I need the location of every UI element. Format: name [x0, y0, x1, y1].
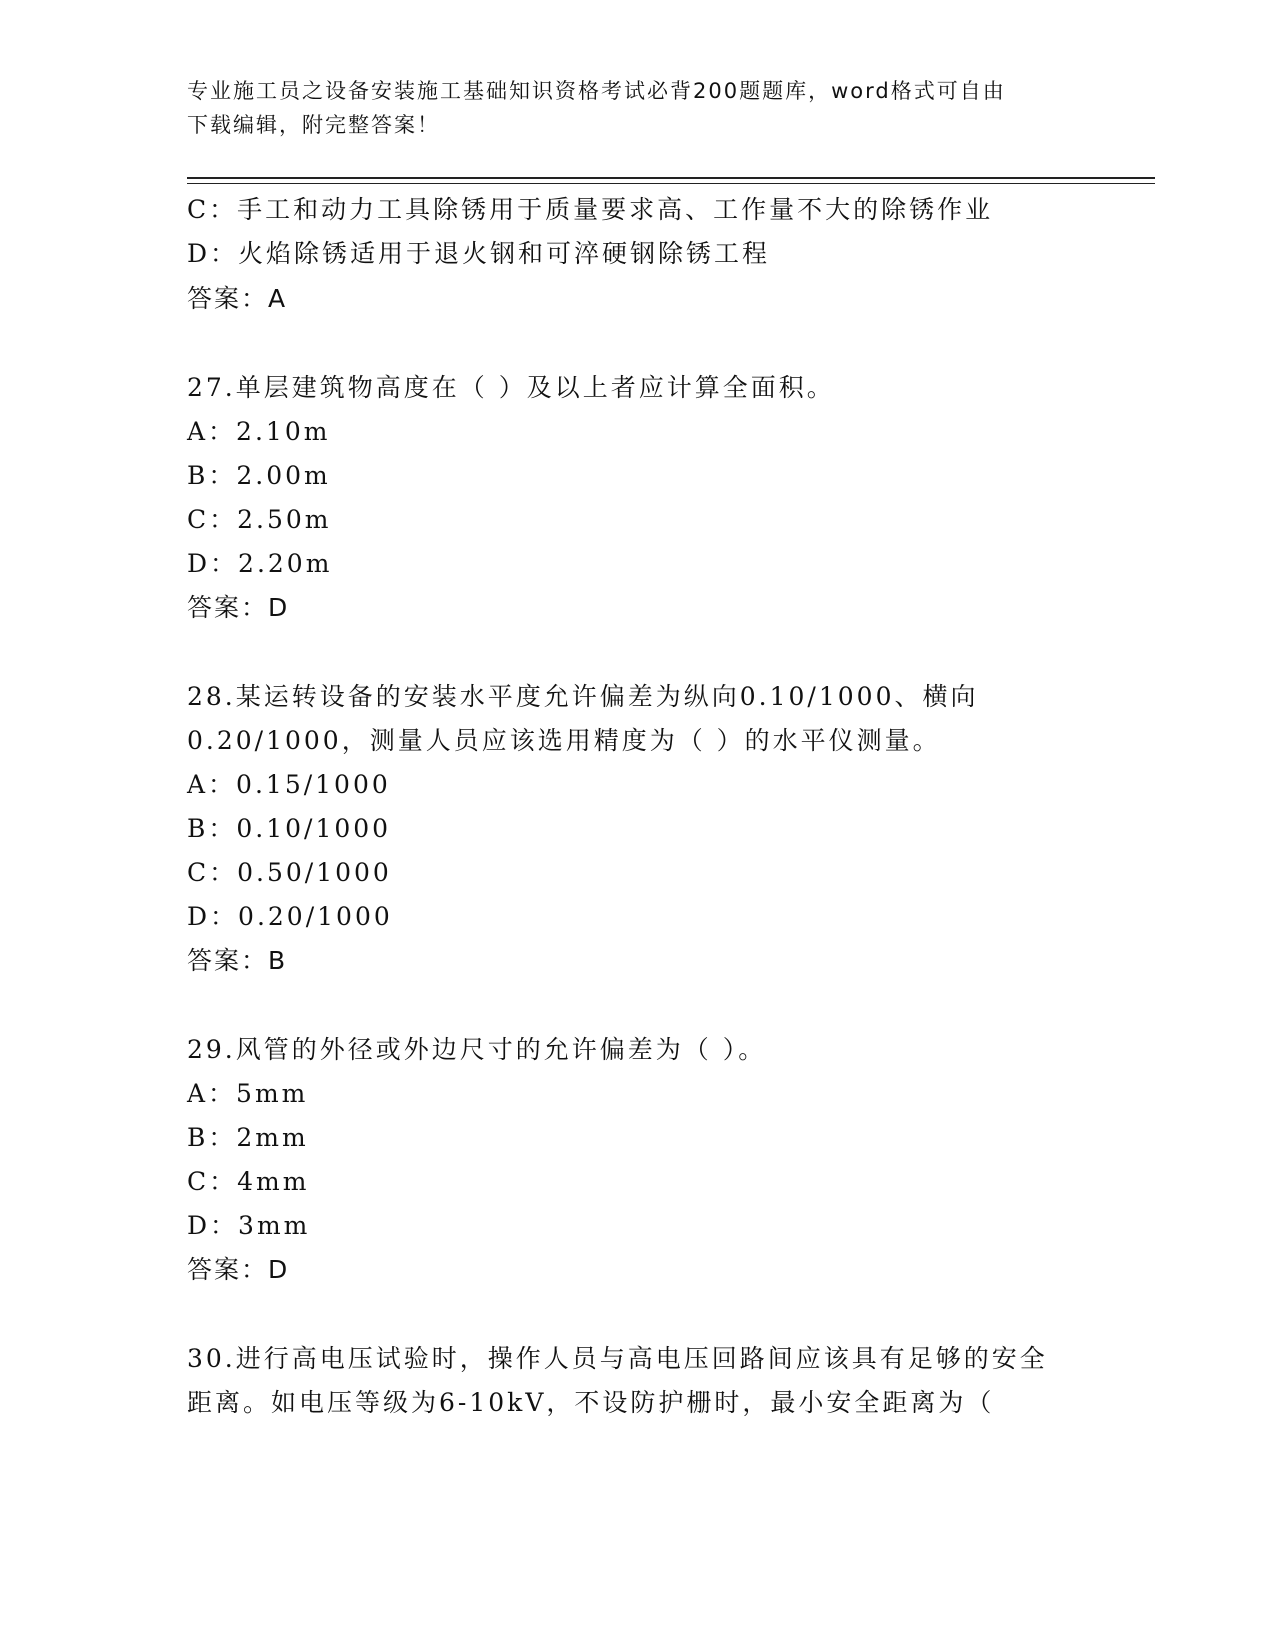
q28-answer: 答案：B [187, 946, 288, 975]
q28-stem-line-2: 0.20/1000，测量人员应该选用精度为（ ）的水平仪测量。 [187, 726, 941, 755]
q29-option-d: D：3mm [187, 1211, 311, 1240]
q30-stem-line-2: 距离。如电压等级为6-10kV，不设防护栅时，最小安全距离为（ [187, 1388, 995, 1417]
q29-option-b: B：2mm [187, 1123, 309, 1152]
prev-option-d: D：火焰除锈适用于退火钢和可淬硬钢除锈工程 [187, 239, 771, 268]
q27-option-b: B：2.00m [187, 461, 331, 490]
q27-option-a: A：2.10m [187, 417, 331, 446]
header-line-2: 下载编辑，附完整答案！ [187, 113, 440, 137]
q27-option-d: D：2.20m [187, 549, 333, 578]
prev-option-c: C：手工和动力工具除锈用于质量要求高、工作量不大的除锈作业 [187, 195, 994, 224]
q27-stem: 27.单层建筑物高度在（ ）及以上者应计算全面积。 [187, 373, 835, 402]
q29-answer: 答案：D [187, 1255, 290, 1284]
q27-option-c: C：2.50m [187, 505, 332, 534]
q28-option-b: B：0.10/1000 [187, 814, 392, 843]
q27-answer: 答案：D [187, 593, 290, 622]
q29-stem: 29.风管的外径或外边尺寸的允许偏差为（ ）。 [187, 1035, 767, 1064]
header-divider-thick [187, 177, 1155, 179]
q28-option-c: C：0.50/1000 [187, 858, 392, 887]
q28-option-a: A：0.15/1000 [187, 770, 391, 799]
header-divider-thin [187, 183, 1155, 184]
q29-option-c: C：4mm [187, 1167, 310, 1196]
q28-stem-line-1: 28.某运转设备的安装水平度允许偏差为纵向0.10/1000、横向 [187, 682, 979, 711]
q28-option-d: D：0.20/1000 [187, 902, 393, 931]
document-header [187, 74, 1067, 142]
q29-option-a: A：5mm [187, 1079, 309, 1108]
header-line-1: 专业施工员之设备安装施工基础知识资格考试必背200题题库，word格式可自由 [187, 79, 1006, 103]
q30-stem-line-1: 30.进行高电压试验时，操作人员与高电压回路间应该具有足够的安全 [187, 1344, 1048, 1373]
prev-answer: 答案：A [187, 284, 288, 313]
